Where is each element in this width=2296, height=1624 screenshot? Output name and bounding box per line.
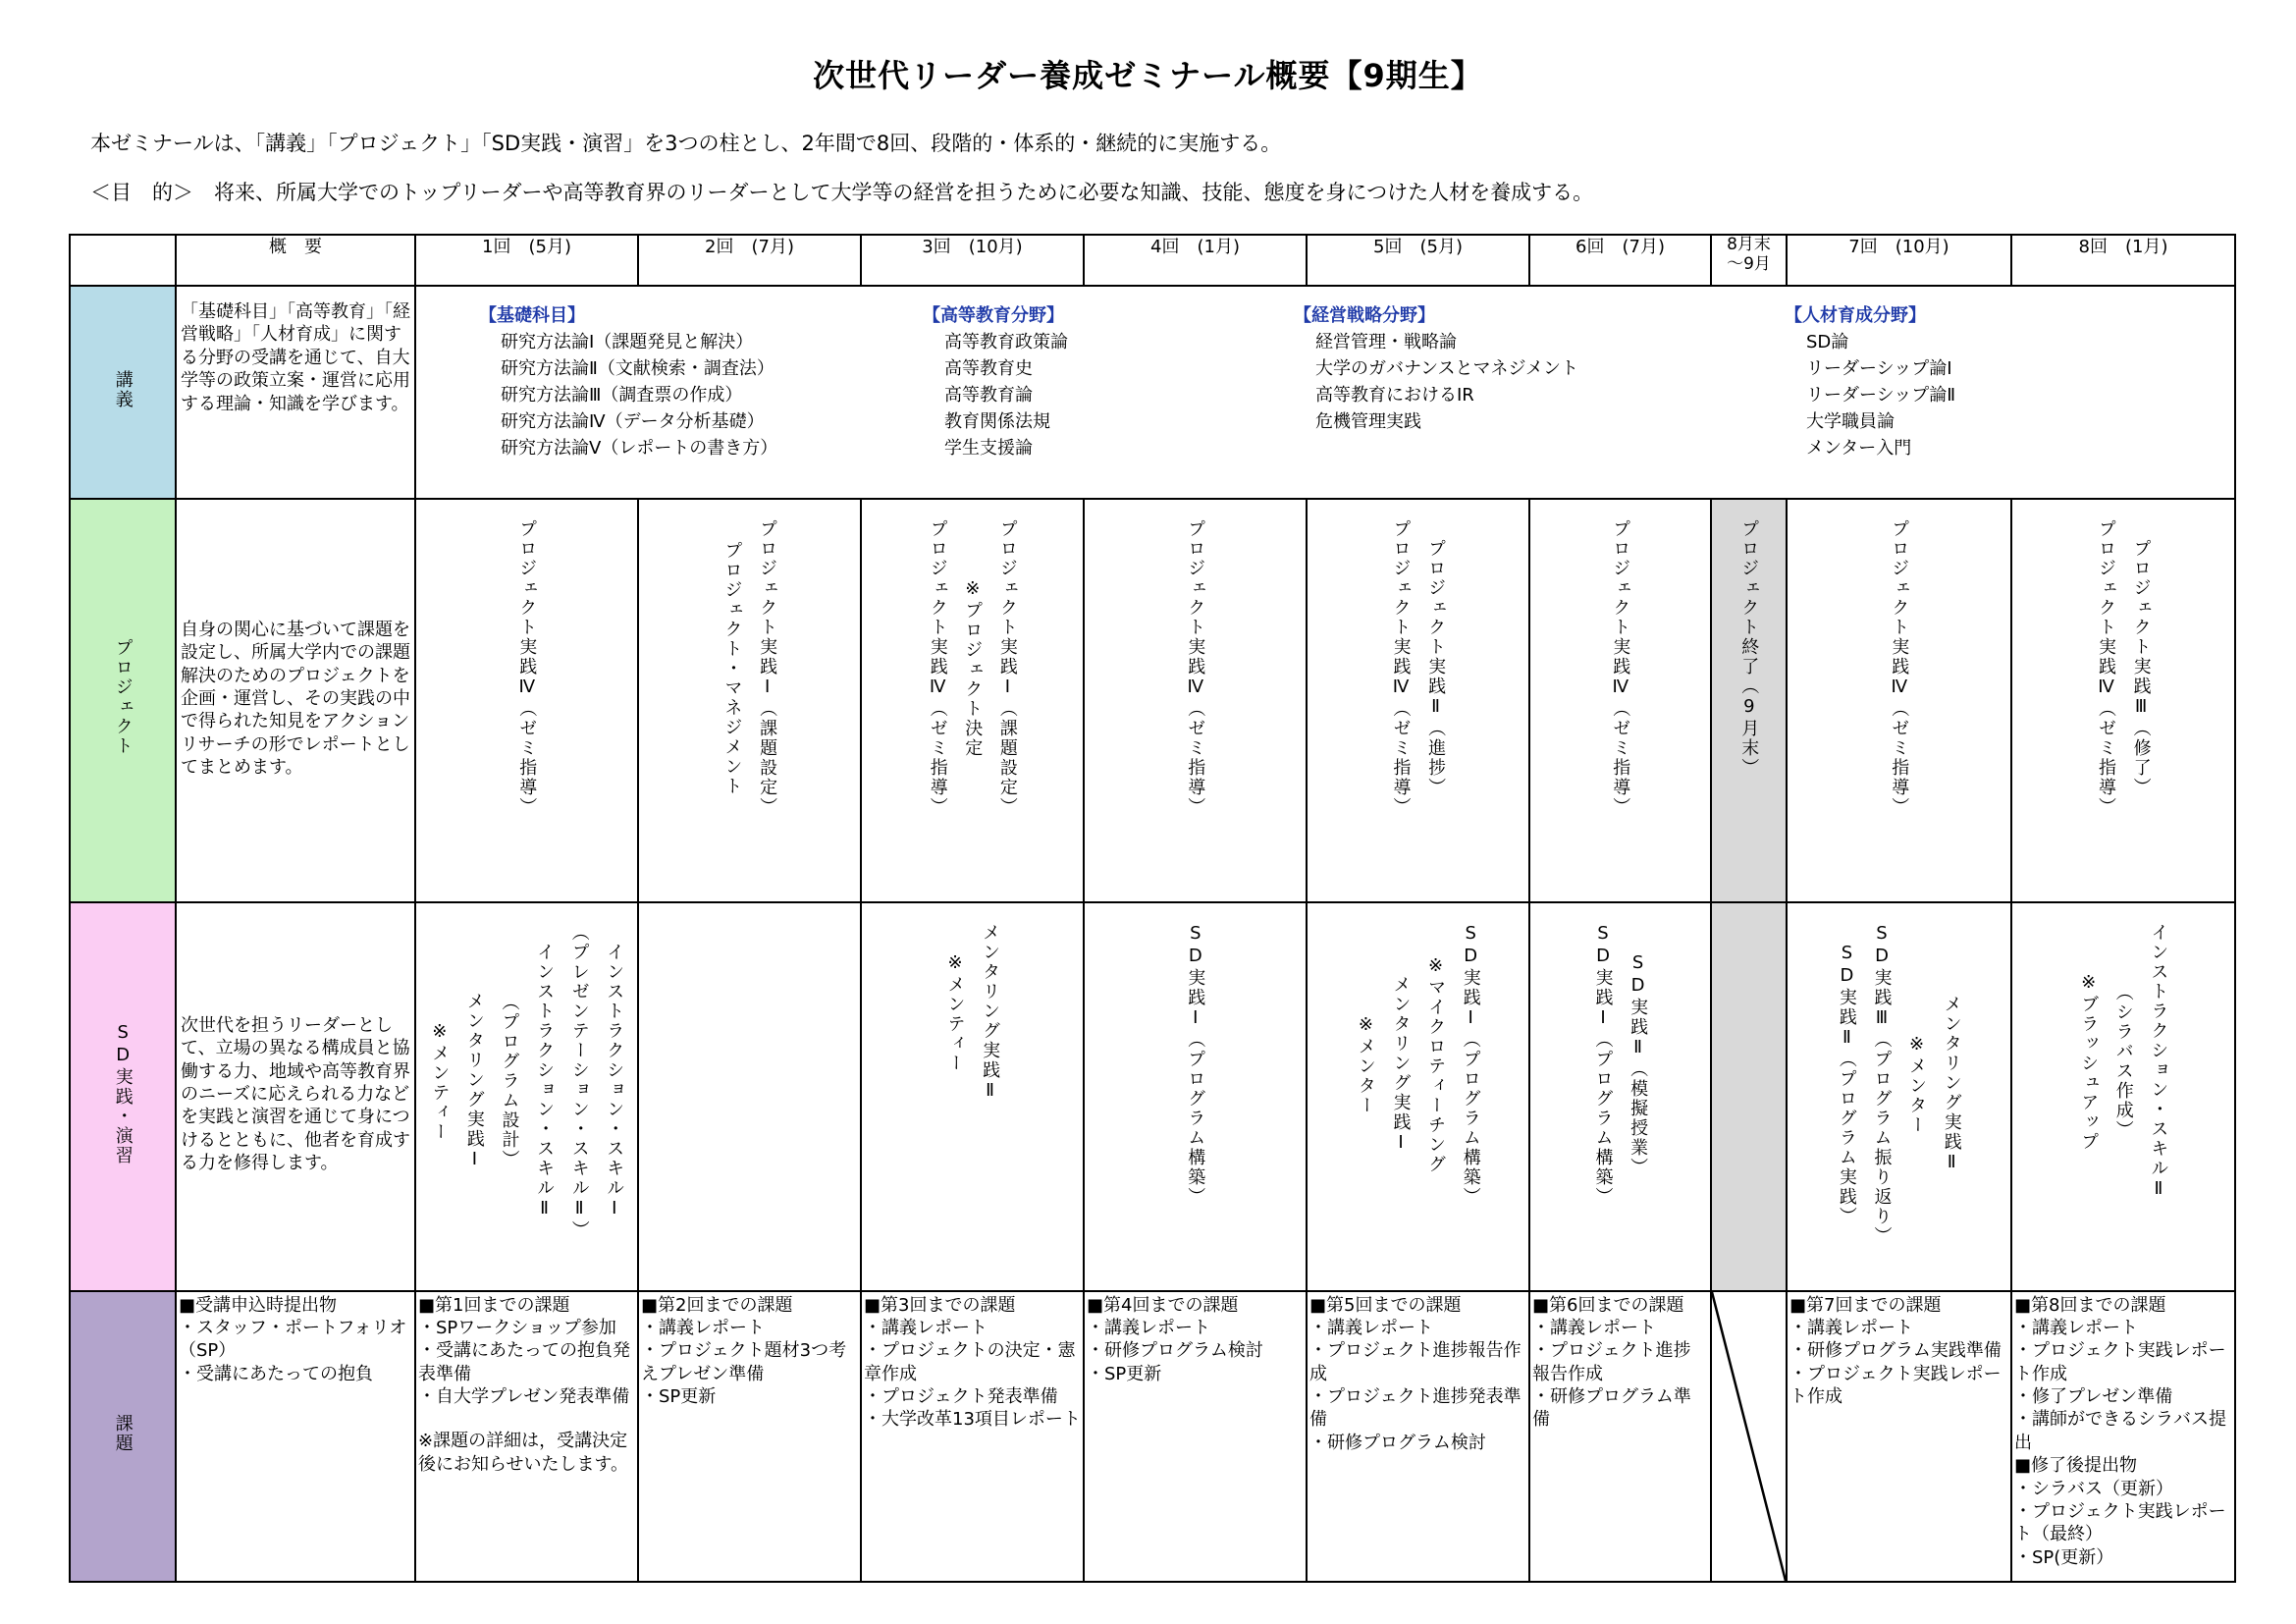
lecture-course: 大学職員論 — [1806, 411, 1895, 433]
sd-cell-3 — [861, 902, 1084, 1291]
sd-item: SD実践Ⅰ（プログラム構築） — [1185, 922, 1206, 1207]
task-line: ・講義レポート — [1309, 1317, 1433, 1338]
lecture-category-heading: 【人材育成分野】 — [1785, 305, 1926, 327]
task-line: ・大学改革13項目レポート — [864, 1409, 1081, 1431]
task-line: ■第1回までの課題 — [418, 1294, 570, 1316]
header-summary: 概 要 — [176, 235, 415, 286]
lecture-course: 高等教育におけるIR — [1315, 385, 1474, 406]
task-line: ・自大学プレゼン発表準備 — [418, 1386, 630, 1408]
row-kadai — [70, 1291, 2235, 1582]
project-cell-6 — [1529, 499, 1711, 902]
row-label-kogi: 講義 — [70, 286, 176, 499]
lecture-course: 研究方法論Ⅰ（課題発見と解決） — [501, 332, 754, 353]
lecture-course: SD論 — [1806, 332, 1849, 353]
project-cell-8 — [1787, 499, 2011, 902]
sd-item: メンタリング実践Ⅰ — [463, 991, 485, 1171]
task-line: ・SP(更新） — [2014, 1546, 2114, 1568]
sd-item: ※ブラッシュアップ — [2078, 971, 2100, 1152]
task-cell-5 — [1307, 1291, 1529, 1582]
task-cell-2 — [638, 1291, 861, 1582]
lecture-category-heading: 【高等教育分野】 — [923, 305, 1064, 327]
summary-kadai — [176, 1291, 415, 1582]
lecture-course: 経営管理・戦略論 — [1315, 332, 1457, 353]
header-col-4: 4回 (1月) — [1084, 235, 1307, 286]
lecture-course: 大学のガバナンスとマネジメント — [1315, 358, 1579, 380]
task-line: ・プロジェクト題材3つ考えプレゼン準備 — [641, 1340, 847, 1384]
header-col-1: 1回 (5月) — [415, 235, 638, 286]
sd-cell-9 — [2011, 902, 2235, 1291]
project-item: プロジェクト実践Ⅰ（課題設定） — [757, 519, 778, 818]
sd-item: SD実践Ⅱ（プログラム実践） — [1836, 942, 1857, 1226]
task-line: ・講義レポート — [1789, 1317, 1913, 1338]
row-project — [70, 499, 2235, 902]
header-col-8: 8回 (1月) — [2011, 235, 2235, 286]
lecture-course: 学生支援論 — [944, 438, 1033, 460]
summary-kadai-line: ■受講申込時提出物 — [179, 1294, 338, 1316]
sd-item: インストラクション・スキルⅡ — [534, 942, 556, 1220]
lecture-block-management — [1294, 302, 1578, 435]
task-line: ・講義レポート — [1087, 1317, 1210, 1338]
row-label-sd: SD実践・演習 — [70, 902, 176, 1291]
project-item: プロジェクト実践Ⅳ（ゼミ指導） — [1610, 519, 1631, 818]
project-cell-1 — [415, 499, 638, 902]
task-line: ・プロジェクト実践レポート（最終） — [2014, 1501, 2226, 1545]
task-cell-3 — [861, 1291, 1084, 1582]
task-line: ■第4回までの課題 — [1087, 1294, 1239, 1316]
sd-item: ※メンティー — [429, 1020, 451, 1142]
task-line: ・研修プログラム実践準備 — [1789, 1340, 2002, 1362]
task-line: ・講師ができるシラバス提出 — [2014, 1409, 2226, 1453]
task-line: ・研修プログラム検討 — [1309, 1432, 1486, 1453]
project-item: プロジェクト・マネジメント — [721, 540, 743, 796]
project-cell-7 — [1711, 499, 1787, 902]
task-cell-7 — [1711, 1291, 1787, 1582]
task-line: ・講義レポート — [1532, 1317, 1656, 1338]
project-cell-4 — [1084, 499, 1307, 902]
page-title: 次世代リーダー養成ゼミナール概要【9期生】 — [813, 57, 1483, 94]
lecture-content — [415, 286, 2235, 499]
project-item: プロジェクト実践Ⅳ（ゼミ指導） — [1390, 519, 1412, 818]
lecture-course: 危機管理実践 — [1315, 411, 1421, 433]
header-col-3: 3回 (10月) — [861, 235, 1084, 286]
project-cell-2 — [638, 499, 861, 902]
sd-item: SD実践Ⅰ（プログラム構築） — [1460, 922, 1481, 1207]
task-cell-6 — [1529, 1291, 1711, 1582]
lecture-course: 教育関係法規 — [944, 411, 1050, 433]
project-item: プロジェクト実践Ⅳ（ゼミ指導） — [2096, 519, 2116, 818]
lecture-course: 高等教育政策論 — [944, 332, 1068, 353]
intro-text: 本ゼミナールは、「講義」「プロジェクト」「SD実践・演習」を3つの柱とし、2年間で8回、段階的・体系的・継続的に実施する。 — [90, 132, 1282, 155]
task-line: ・シラバス（更新） — [2014, 1478, 2173, 1499]
lecture-course: 研究方法論Ⅳ（データ分析基礎） — [501, 411, 765, 433]
lecture-course: 研究方法論Ⅱ（文献検索・調査法） — [501, 358, 774, 380]
task-cell-4 — [1084, 1291, 1307, 1582]
task-line: ・受講にあたっての抱負発表準備 — [418, 1340, 630, 1384]
project-item: プロジェクト実践Ⅲ（修了） — [2130, 539, 2152, 798]
sd-cell-6 — [1529, 902, 1711, 1291]
sd-item: SD実践Ⅲ（プログラム振り返り） — [1871, 922, 1893, 1246]
seminar-table — [69, 234, 2236, 1583]
task-line: ※課題の詳細は，受講決定後にお知らせいたします。 — [418, 1431, 629, 1475]
project-cell-5 — [1307, 499, 1529, 902]
row-sd — [70, 902, 2235, 1291]
project-item: ※プロジェクト決定 — [962, 578, 984, 759]
row-label-project: プロジェクト — [70, 499, 176, 902]
sd-item: ※マイクロティーチング — [1425, 954, 1447, 1174]
header-col-2: 2回 (7月) — [638, 235, 861, 286]
sd-item: メンタリング実践Ⅱ — [980, 922, 1001, 1103]
sd-item: SD実践Ⅰ（プログラム構築） — [1592, 922, 1614, 1207]
task-cell-1 — [415, 1291, 638, 1582]
task-line: ・プロジェクト進捗報告作成 — [1532, 1340, 1691, 1384]
project-item: プロジェクト実践Ⅳ（ゼミ指導） — [1185, 519, 1206, 818]
sd-cell-1 — [415, 902, 638, 1291]
header-corner — [70, 235, 176, 286]
header-row — [70, 235, 2235, 286]
task-line: ・講義レポート — [641, 1317, 765, 1338]
task-line: ■第7回までの課題 — [1789, 1294, 1942, 1316]
sd-item: メンタリング実践Ⅰ — [1390, 974, 1412, 1155]
summary-kadai-line: ・受講にあたっての抱負 — [179, 1363, 373, 1384]
sd-item: SD実践Ⅱ（模擬授業） — [1628, 951, 1649, 1177]
task-line: ・研修プログラム準備 — [1532, 1386, 1691, 1431]
sd-cell-4 — [1084, 902, 1307, 1291]
sd-item: ※メンティー — [944, 951, 966, 1073]
sd-cell-8 — [1787, 902, 2011, 1291]
sd-item: （シラバス作成） — [2112, 983, 2134, 1141]
summary-project: 自身の関心に基づいて課題を設定し、所属大学内での課題解決のためのプロジェクトを企画・運営し、その実践の中で得られた知見をアクションリサーチの形でレポートとしてまとめます。 — [176, 499, 415, 902]
lecture-course: リーダーシップ論Ⅰ — [1806, 358, 1952, 380]
lecture-course: 高等教育史 — [944, 358, 1033, 380]
project-item: プロジェクト実践Ⅳ（ゼミ指導） — [1889, 519, 1910, 818]
lecture-course: リーダーシップ論Ⅱ — [1806, 385, 1956, 406]
sd-cell-5 — [1307, 902, 1529, 1291]
task-line — [418, 1408, 635, 1430]
task-cell-9 — [2011, 1291, 2235, 1582]
task-line: ■第2回までの課題 — [641, 1294, 793, 1316]
header-col-break: 8月末 ～9月 — [1711, 235, 1787, 286]
summary-kadai-line: ・スタッフ・ポートフォリオ（SP） — [179, 1317, 407, 1362]
task-line: ・講義レポート — [864, 1317, 988, 1338]
lecture-category-heading: 【経営戦略分野】 — [1294, 305, 1435, 327]
task-line: ・修了プレゼン準備 — [2014, 1386, 2173, 1408]
lecture-block-higher-ed — [923, 302, 1068, 461]
lecture-course: メンター入門 — [1806, 438, 1912, 460]
project-item: プロジェクト終了（9月末） — [1738, 519, 1760, 779]
row-kogi — [70, 286, 2235, 499]
lecture-block-hr — [1785, 302, 1955, 461]
lecture-course: 研究方法論Ⅴ（レポートの書き方） — [501, 438, 778, 460]
purpose-text: ＜目 的＞ 将来、所属大学でのトップリーダーや高等教育界のリーダーとして大学等の経営を担うために必要な知識、技能、態度を身につけた人材を養成する。 — [90, 181, 1594, 204]
lecture-block-basic — [479, 302, 777, 461]
lecture-course: 研究方法論Ⅲ（調査票の作成） — [501, 385, 743, 406]
task-line: ・プロジェクトの決定・憲章作成 — [864, 1340, 1076, 1384]
summary-kogi: 「基礎科目」「高等教育」「経営戦略」「人材育成」に関する分野の受講を通じて、自大学等の政策立案・運営に応用する理論・知識を学びます。 — [176, 286, 415, 499]
row-label-kadai: 課題 — [70, 1291, 176, 1582]
task-line: ・研修プログラム検討 — [1087, 1340, 1263, 1362]
header-col-6: 6回 (7月) — [1529, 235, 1711, 286]
project-cell-9 — [2011, 499, 2235, 902]
lecture-category-heading: 【基礎科目】 — [479, 305, 585, 327]
task-line: ・SP更新 — [641, 1386, 717, 1408]
sd-cell-2 — [638, 902, 861, 1291]
project-item: プロジェクト実践Ⅰ（課題設定） — [996, 519, 1018, 818]
header-col-5: 5回 (5月) — [1307, 235, 1529, 286]
task-line: ■第3回までの課題 — [864, 1294, 1016, 1316]
sd-item: メンタリング実践Ⅱ — [1941, 994, 1962, 1174]
task-line: ・プロジェクト進捗発表準備 — [1309, 1386, 1522, 1431]
project-item: プロジェクト実践Ⅳ（ゼミ指導） — [927, 519, 948, 818]
header-col-7: 7回 (10月) — [1787, 235, 2011, 286]
sd-item: ※メンター — [1355, 1013, 1376, 1115]
sd-item: インストラクション・スキルⅡ — [2148, 922, 2169, 1201]
task-line: ■第5回までの課題 — [1309, 1294, 1462, 1316]
task-line: ■第6回までの課題 — [1532, 1294, 1684, 1316]
sd-item: （プログラム設計） — [499, 993, 520, 1170]
task-line: ・プロジェクト実践レポート作成 — [1789, 1363, 2002, 1408]
task-line: ・プロジェクト実践レポート作成 — [2014, 1340, 2226, 1384]
task-cell-8 — [1787, 1291, 2011, 1582]
task-line: ■第8回までの課題 — [2014, 1294, 2166, 1316]
task-line: ・SPワークショップ参加 — [418, 1317, 616, 1338]
project-item: プロジェクト実践Ⅳ（ゼミ指導） — [516, 519, 538, 818]
sd-item: ※メンター — [1906, 1033, 1928, 1135]
task-line: ・プロジェクト進捗報告作成 — [1309, 1340, 1522, 1384]
summary-sd: 次世代を担うリーダーとして、立場の異なる構成員と協働する力、地域や高等教育界のニーズに応えられる力などを実践と演習を通じて身につけるとともに、他者を育成する力を修得します。 — [176, 902, 415, 1291]
sd-item: インストラクション・スキルⅠ — [604, 942, 625, 1220]
task-line: ・SP更新 — [1087, 1363, 1162, 1384]
task-line: ・プロジェクト発表準備 — [864, 1386, 1058, 1408]
project-cell-3 — [861, 499, 1084, 902]
task-line: ■修了後提出物 — [2014, 1455, 2138, 1477]
sd-cell-7 — [1711, 902, 1787, 1291]
task-line: ・講義レポート — [2014, 1317, 2138, 1338]
project-item: プロジェクト実践Ⅱ（進捗） — [1425, 539, 1447, 798]
sd-item: （プレゼンテーション・スキルⅡ） — [568, 922, 590, 1240]
lecture-course: 高等教育論 — [944, 385, 1033, 406]
